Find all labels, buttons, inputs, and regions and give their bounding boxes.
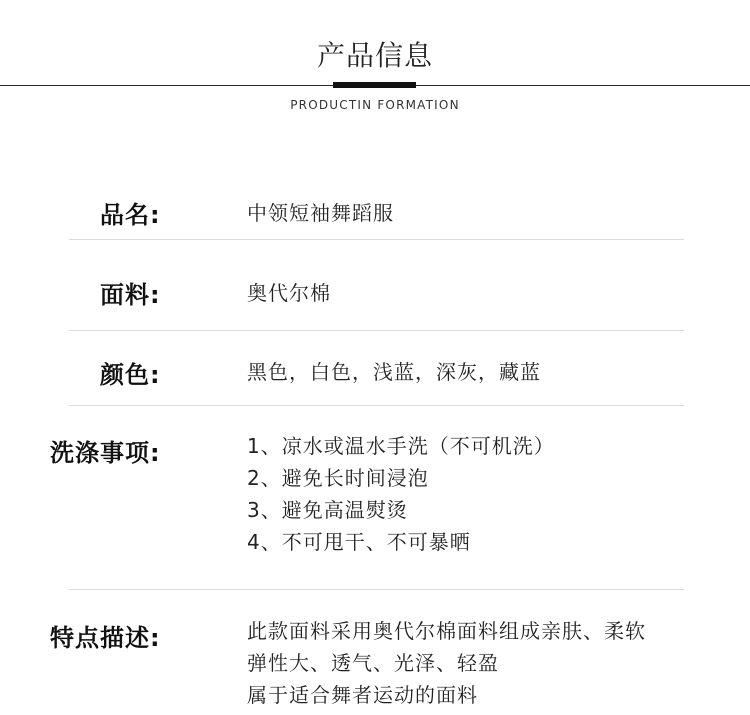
divider <box>69 330 684 331</box>
washing-item: 3、避免高温熨烫 <box>247 498 408 522</box>
divider <box>69 405 684 406</box>
washing-list <box>247 430 555 558</box>
page-title: 产品信息 <box>316 39 433 72</box>
features-label: 特点描述: <box>50 624 161 652</box>
features-line: 属于适合舞者运动的面料 <box>247 683 478 707</box>
color-label: 颜色: <box>100 361 161 389</box>
features-line: 弹性大、透气、光泽、轻盈 <box>247 651 499 675</box>
header-accent-bar <box>333 82 416 88</box>
product-name-value: 中领短袖舞蹈服 <box>247 201 394 225</box>
washing-item: 4、不可甩干、不可暴晒 <box>247 530 471 554</box>
material-value: 奥代尔棉 <box>247 281 331 305</box>
divider <box>69 239 684 240</box>
material-label: 面料: <box>100 281 161 309</box>
color-value: 黑色，白色，浅蓝，深灰，藏蓝 <box>247 360 541 384</box>
washing-item: 1、凉水或温水手洗（不可机洗） <box>247 434 555 458</box>
features-list <box>247 615 646 711</box>
page-subtitle: PRODUCTIN FORMATION <box>290 98 460 112</box>
features-line: 此款面料采用奥代尔棉面料组成亲肤、柔软 <box>247 619 646 643</box>
product-name-label: 品名: <box>100 201 161 229</box>
washing-item: 2、避免长时间浸泡 <box>247 466 429 490</box>
divider <box>69 589 684 590</box>
washing-label: 洗涤事项: <box>50 439 161 467</box>
